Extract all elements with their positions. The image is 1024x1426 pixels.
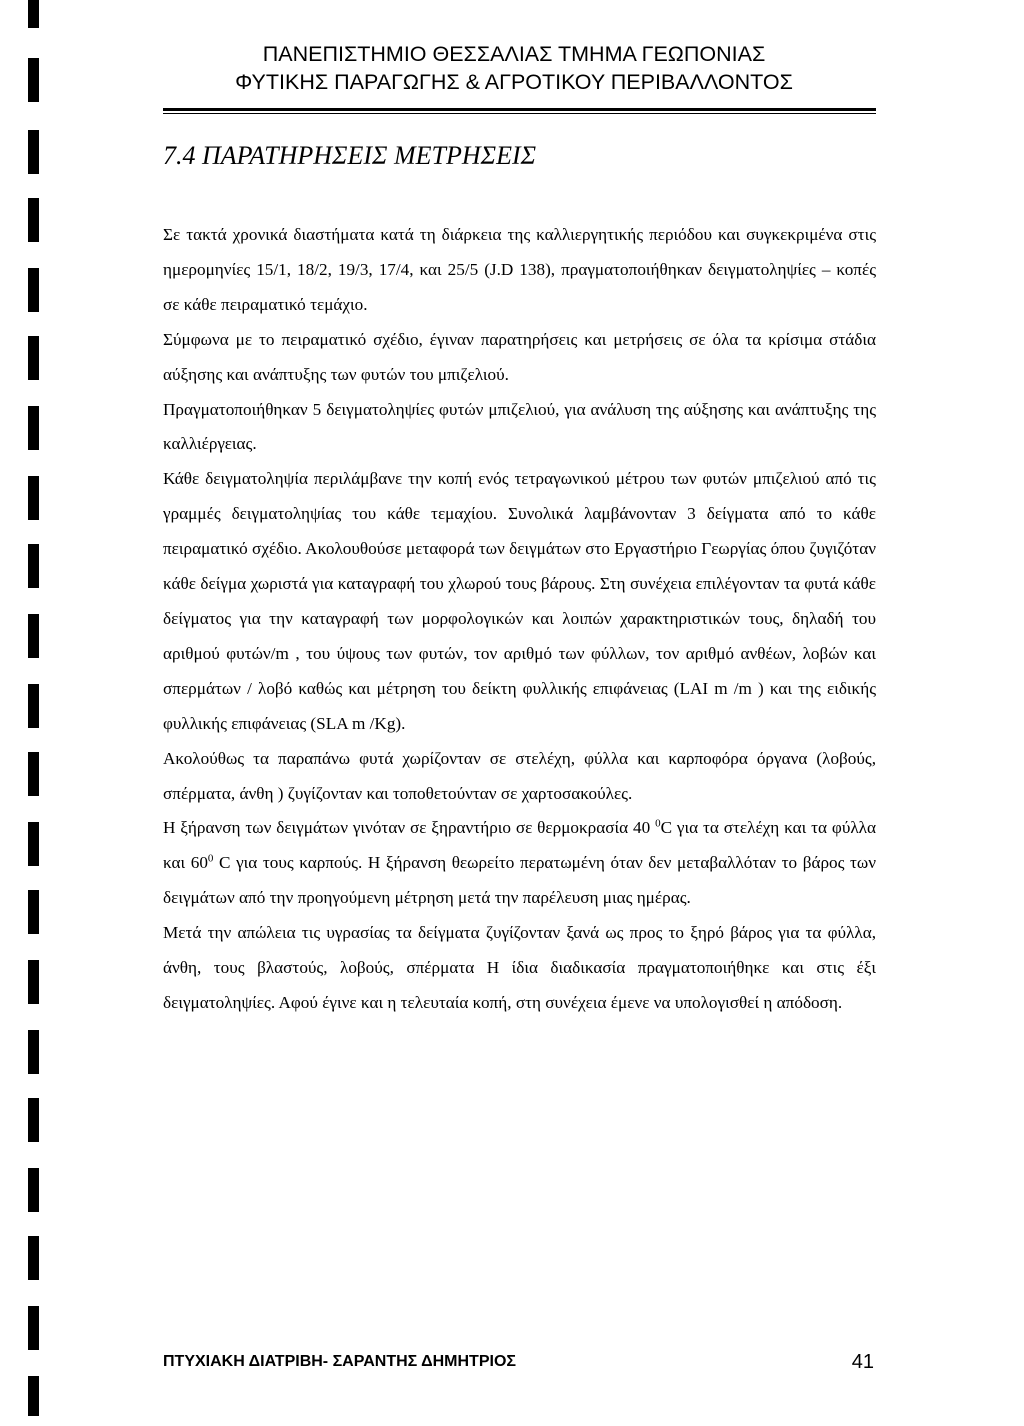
superscript-degree: 0 (655, 817, 661, 830)
binding-bar (28, 268, 39, 312)
binding-bar (28, 614, 39, 658)
binding-bar (28, 130, 39, 174)
header-university: ΠΑΝΕΠΙΣΤΗΜΙΟ ΘΕΣΣΑΛΙΑΣ ΤΜΗΜΑ ΓΕΩΠΟΝΙΑΣ (262, 42, 766, 66)
paragraph-2-text: Σύμφωνα με το πειραματικό σχέδιο, έγιναν παρατηρήσεις και μετρήσεις σε όλα τα κρίσιμα στάδια αύξησης και ανάπτυξης των φυτών του μπιζελιού. (163, 329, 876, 384)
header-department: ΦΥΤΙΚΗΣ ΠΑΡΑΓΩΓΗΣ & ΑΓΡΟΤΙΚΟΥ ΠΕΡΙΒΑΛΛΟΝΤΟΣ (235, 70, 793, 94)
binding-bar (28, 684, 39, 728)
binding-bar (28, 1236, 39, 1280)
page-header (163, 40, 865, 96)
binding-bar (28, 476, 39, 520)
header-rule-thick (163, 108, 876, 111)
paragraph-4: Κάθε δειγματοληψία περιλάμβανε την κοπή ενός τετραγωνικού μέτρου των φυτών μπιζελιού από τις γραμμές δειγματοληψίας του κάθε τεμαχίου. Συνολικά λαμβάνονταν 3 δείγματα από το κάθε πειραματικό σχέδιο. Ακολουθούσε μεταφορά των δειγμάτων στο Εργαστήριο Γεωργίας όπου ζυγιζόταν κάθε δείγμα χωριστά για καταγραφή του χλωρού τους βάρους. Στη συνέχεια επιλέγονταν τα φυτά κάθε δείγματος για την καταγραφή των μορφολογικών και λοιπών χαρακτηριστικών τους, δηλαδή του αριθμού φυτών/m , του ύψους των φυτών, τον αριθμό των φύλλων, τον αριθμό ανθέων, λοβών και σπερμάτων / λοβό καθώς και μέτρηση του δείκτη φυλλικής επιφάνειας (LAI m /m ) και της ειδικής φυλλικής επιφάνειας (SLA m /Kg). (163, 469, 876, 733)
paragraph-1: Σε τακτά χρονικά διαστήματα κατά τη διάρκεια της καλλιεργητικής περιόδου και συγκεκριμένα στις ημερομηνίες 15/1, 18/2, 19/3, 17/4, και 25/5 (J.D 138), πραγματοποιήθηκαν δειγματοληψίες – κοπές σε κάθε πειραματικό τεμάχιο. (163, 225, 876, 314)
superscript-degree: 0 (207, 852, 214, 865)
binding-bar (28, 752, 39, 796)
binding-bar (28, 1098, 39, 1142)
page-number: 41 (851, 1351, 874, 1373)
binding-bar (28, 960, 39, 1004)
paragraph-7: Μετά την απώλεια τις υγρασίας τα δείγματα ζυγίζονταν ξανά ως προς το ξηρό βάρος για τα φύλλα, άνθη, τους βλαστούς, λοβούς, σπέρματα Η ίδια διαδικασία πραγματοποιήθηκε και στις έξι δειγματοληψίες. Αφού έγινε και η τελευταία κοπή, στη συνέχεια έμενε να υπολογισθεί η απόδοση. (163, 923, 876, 1012)
paragraph-6 (163, 811, 876, 916)
binding-bar (28, 58, 39, 102)
binding-bar (28, 336, 39, 380)
paragraph-6-part-a: Η ξήρανση των δειγμάτων γινόταν σε ξηραντήριο σε θερμοκρασία 40 (163, 818, 656, 838)
binding-bar (28, 0, 39, 28)
body-text (163, 218, 876, 1021)
paragraph-6-part-b: C για τα στελέχη και τα φύλλα και 60 (163, 818, 877, 873)
binding-bar (28, 890, 39, 934)
binding-bar (28, 198, 39, 242)
paragraph-3: Πραγματοποιήθηκαν 5 δειγματοληψίες φυτών μπιζελιού, για ανάλυση της αύξησης και ανάπτυξης της καλλιέργειας. (163, 399, 876, 454)
binding-bar (28, 1168, 39, 1212)
binding-bar (28, 406, 39, 450)
paragraph-2 (163, 323, 876, 393)
section-title: 7.4 ΠΑΡΑΤΗΡΗΣΕΙΣ ΜΕΤΡΗΣΕΙΣ (163, 141, 537, 170)
binding-bar (28, 822, 39, 866)
footer-author: ΠΤΥΧΙΑΚΗ ΔΙΑΤΡΙΒΗ- ΣΑΡΑΝΤΗΣ ΔΗΜΗΤΡΙΟΣ (163, 1353, 516, 1370)
header-rule-thin (163, 113, 876, 114)
paragraph-6-part-c: C για τους καρπούς. Η ξήρανση θεωρείτο περατωμένη όταν δεν μεταβαλλόταν το βάρος των δειγμάτων από την προηγούμενη μέτρηση μετά την παρέλευση μιας ημέρας. (163, 853, 877, 908)
binding-bar (28, 1306, 39, 1350)
paragraph-5: Ακολούθως τα παραπάνω φυτά χωρίζονταν σε στελέχη, φύλλα και καρποφόρα όργανα (λοβούς, σπέρματα, άνθη ) ζυγίζονταν και τοποθετούνταν σε χαρτοσακούλες. (163, 748, 876, 803)
binding-bar (28, 1030, 39, 1074)
binding-bar (28, 1376, 39, 1416)
binding-bar (28, 544, 39, 588)
binding-strip (0, 0, 60, 1426)
